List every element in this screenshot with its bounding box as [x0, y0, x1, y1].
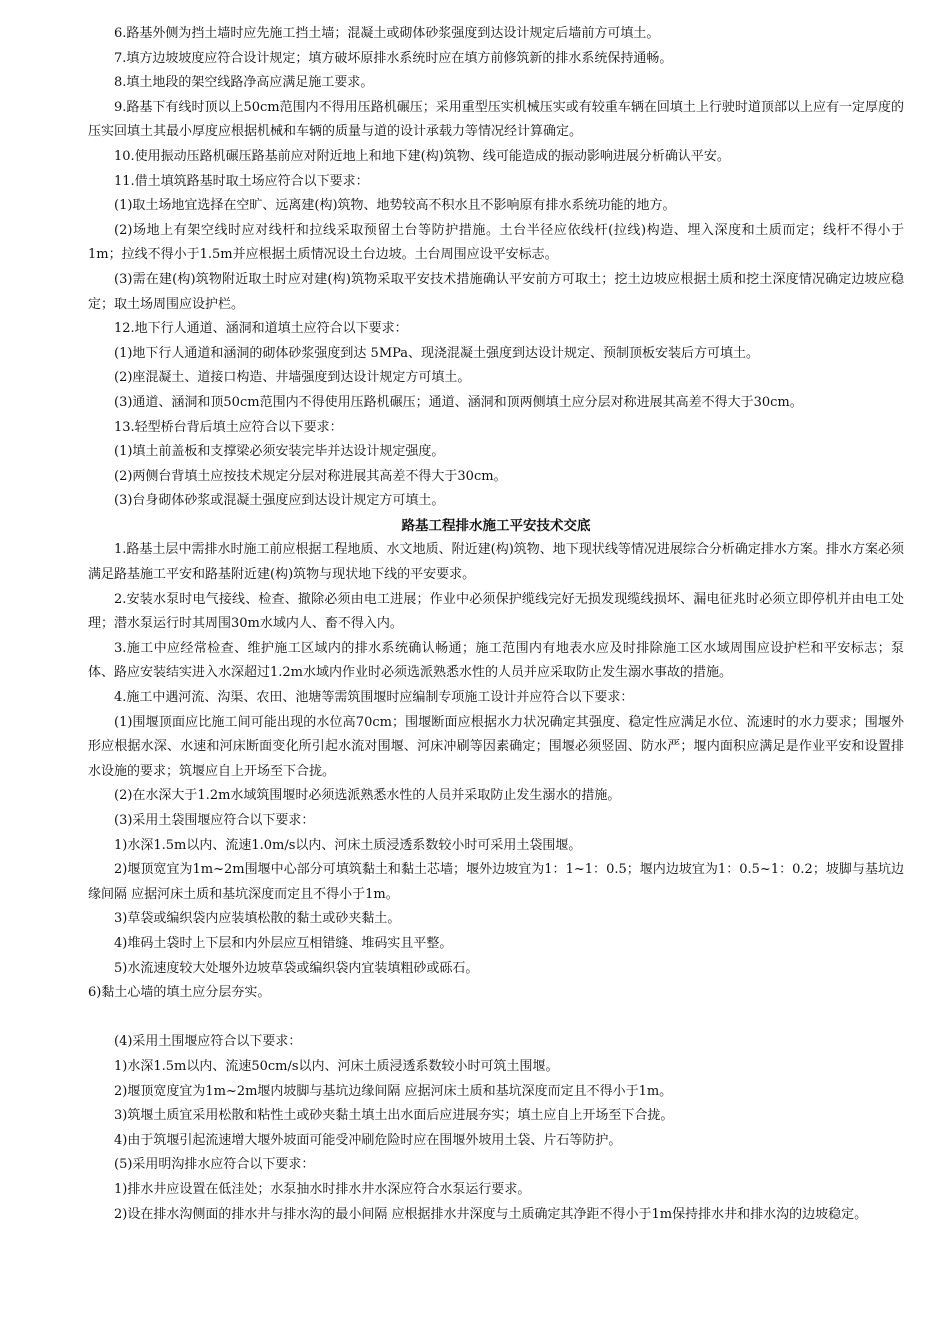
paragraph: 1)排水井应设置在低洼处；水泵抽水时排水井水深应符合水泵运行要求。 — [114, 1181, 531, 1197]
paragraph: (1)取土场地宜选择在空旷、远离建(构)筑物、地势较高不积水且不影响原有排水系统功能的地方。 — [114, 198, 676, 214]
paragraph: (3)需在建(构)筑物附近取土时应对建(构)筑物采取平安技术措施确认平安前方可取土；挖土边坡应根据土质和挖土深度情况确定边坡应稳定；取土场周围应设护栏。 — [88, 271, 904, 312]
paragraph: 2)堰顶宽宜为1m~2m围堰中心部分可填筑黏土和黏土芯墙；堰外边坡宜为1：1~1：0.5；堰内边坡宜为1：0.5~1：0.2；坡脚与基坑边缘间隔 应据河床土质和基坑深度而定且不得小于1m。 — [88, 862, 904, 902]
paragraph: (3)通道、涵洞和顶50cm范围内不得使用压路机碾压；通道、涵洞和顶两侧填土应分层对称进展其高差不得大于30cm。 — [114, 394, 803, 410]
paragraph: 3)草袋或编织袋内应装填松散的黏土或砂夹黏土。 — [114, 911, 401, 927]
paragraph: 2.安装水泵时电气接线、检查、撤除必须由电工进展；作业中必须保护缆线完好无损发现缆线损坏、漏电征兆时必须立即停机并由电工处理；潜水泵运行时其周围30m水域内人、畜不得入内。 — [88, 591, 904, 632]
paragraph: (5)采用明沟排水应符合以下要求： — [114, 1157, 315, 1173]
paragraph: 2)设在排水沟侧面的排水井与排水沟的最小间隔 应根据排水井深度与土质确定其净距不得小于1m保持排水井和排水沟的边坡稳定。 — [114, 1206, 868, 1222]
paragraph: 3.施工中应经常检查、维护施工区域内的排水系统确认畅通；施工范围内有地表水应及时排除施工区水域周围应设护栏和平安标志；泵体、路应安装结实进入水深超过1.2m水域内作业时必须选派熟悉水性的人员并应采取防止发生溺水事故的措施。 — [88, 640, 904, 681]
paragraph: 4)由于筑堰引起流速增大堰外坡面可能受冲刷危险时应在围堰外坡用土袋、片石等防护。 — [114, 1132, 622, 1148]
paragraph: 1.路基土层中需排水时施工前应根据工程地质、水文地质、附近建(构)筑物、地下现状线等情况进展综合分析确定排水方案。排水方案必须满足路基施工平安和路基附近建(构)筑物与现状地下线的平安要求。 — [88, 542, 904, 583]
paragraph: 8.填土地段的架空线路净高应满足施工要求。 — [114, 75, 374, 91]
paragraph: (3)采用土袋围堰应符合以下要求： — [114, 813, 315, 828]
paragraph: 11.借土填筑路基时取土场应符合以下要求： — [114, 173, 369, 189]
paragraph: 1)水深1.5m以内、流速50cm/s以内、河床土质浸透系数较小时可筑土围堰。 — [114, 1058, 559, 1074]
paragraph: 9.路基下有线时顶以上50cm范围内不得用压路机碾压；采用重型压实机械压实或有较重车辆在回填土上行驶时道顶部以上应有一定厚度的压实回填土其最小厚度应根据机械和车辆的质量与道的设计承载力等情况经计算确定。 — [88, 99, 904, 140]
paragraph: (1)围堰顶面应比施工间可能出现的水位高70cm；围堰断面应根据水力状况确定其强度、稳定性应满足水位、流速时的水力要求；围堰外形应根据水深、水速和河床断面变化所引起水流对围堰、河床冲刷等因素确定；围堰必须竖固、防水严；堰内面积应满足是作业平安和设置排水设施的要求；筑堰应自上开场至下合拢。 — [88, 714, 904, 779]
paragraph: 10.使用振动压路机碾压路基前应对附近地上和地下建(构)筑物、线可能造成的振动影响进展分析确认平安。 — [114, 148, 730, 164]
paragraph: (3)台身砌体砂浆或混凝土强度应到达设计规定方可填土。 — [114, 493, 445, 509]
paragraph: 4.施工中遇河流、沟渠、农田、池塘等需筑围堰时应编制专项施工设计并应符合以下要求： — [114, 690, 634, 706]
blank-line — [88, 1006, 904, 1031]
paragraph: (2)两侧台背填土应按技术规定分层对称进展其高差不得大于30cm。 — [114, 468, 507, 484]
paragraph: (4)采用土围堰应符合以下要求： — [114, 1034, 302, 1050]
paragraph: 6.路基外侧为挡土墙时应先施工挡土墙；混凝土或砌体砂浆强度到达设计规定后墙前方可填土。 — [114, 26, 660, 41]
paragraph: 7.填方边坡坡度应符合设计规定；填方破坏原排水系统时应在填方前修筑新的排水系统保持通畅。 — [114, 50, 673, 66]
paragraph: (1)地下行人通道和涵洞的砌体砂浆强度到达 5MPa、现浇混凝土强度到达设计规定、预制顶板安装后方可填土。 — [114, 345, 760, 361]
paragraph: 3)筑堰土质宜采用松散和粘性土或砂夹黏土填土出水面后应进展夯实；填土应自上开场至下合拢。 — [114, 1108, 674, 1124]
paragraph: 12.地下行人通道、涵洞和道填土应符合以下要求： — [114, 321, 408, 337]
paragraph: 5)水流速度较大处堰外边坡草袋或编织袋内宜装填粗砂或砾石。 — [114, 960, 479, 976]
section-heading: 路基工程排水施工平安技术交底 — [401, 517, 591, 534]
paragraph: (2)场地上有架空线时应对线杆和拉线采取预留土台等防护措施。土台半径应依线杆(拉线)构造、埋入深度和土质而定；线杆不得小于1m；拉线不得小于1.5m并应根据土质情况设土台边坡。土台周围应设平安标志。 — [88, 222, 904, 263]
paragraph: (2)座混凝土、道接口构造、井墙强度到达设计规定方可填土。 — [114, 370, 471, 386]
paragraph: 1)水深1.5m以内、流速1.0m/s以内、河床土质浸透系数较小时可采用土袋围堰。 — [114, 837, 582, 853]
paragraph: 6)黏土心墙的填土应分层夯实。 — [88, 985, 271, 1001]
paragraph: (2)在水深大于1.2m水域筑围堰时必须选派熟悉水性的人员并采取防止发生溺水的措施。 — [114, 788, 621, 804]
paragraph: 2)堰顶宽度宜为1m~2m堰内坡脚与基坑边缘间隔 应据河床土质和基坑深度而定且不得小于1m。 — [114, 1083, 673, 1099]
paragraph: (1)填土前盖板和支撑梁必须安装完毕并达设计规定强度。 — [114, 444, 445, 460]
paragraph: 13.轻型桥台背后填土应符合以下要求： — [114, 419, 343, 435]
paragraph: 4)堆码土袋时上下层和内外层应互相错缝、堆码实且平整。 — [114, 935, 453, 951]
